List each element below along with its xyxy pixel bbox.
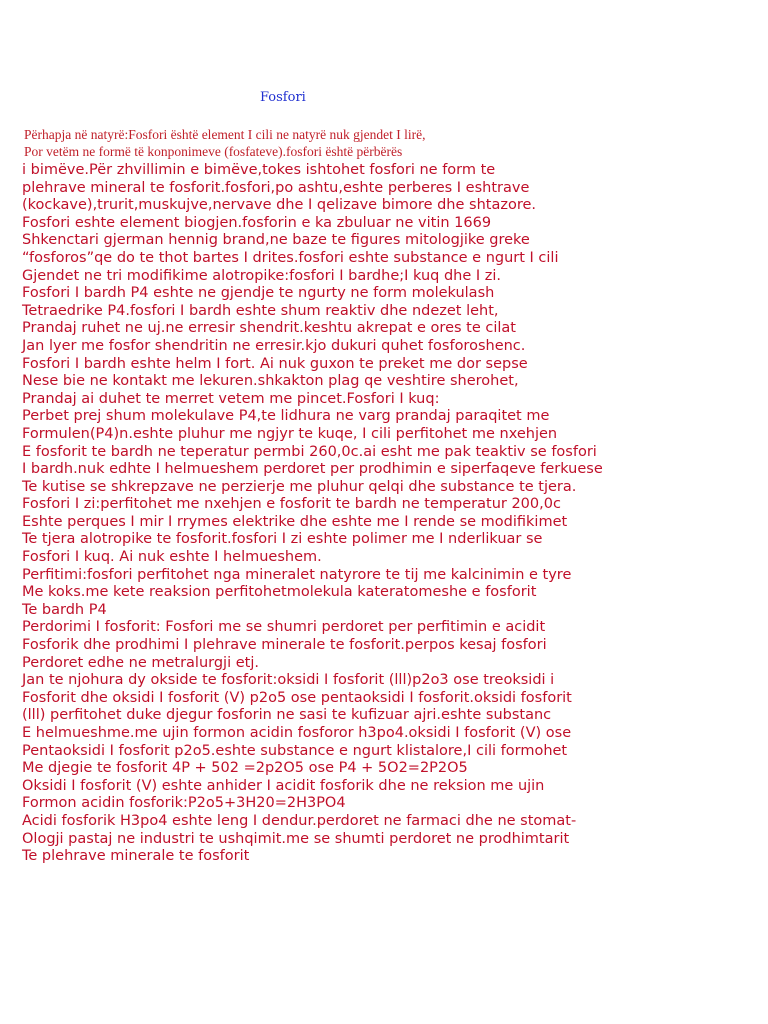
text-line: Te kutise se shkrepzave ne perzierje me pluhur qelqi dhe substance te tjera. [22,478,577,495]
text-line: Gjendet ne tri modifikime alotropike:fosfori I bardhe;I kuq dhe I zi. [22,267,502,284]
text-line: I bardh.nuk edhte I helmueshem perdoret per prodhimin e siperfaqeve ferkuese [22,461,603,478]
text-line: Formulen(P4)n.eshte pluhur me ngjyr te kuqe, I cili perfitohet me nxehjen [22,425,558,442]
text-line: Te bardh P4 [22,601,107,618]
text-line: Eshte perques I mir I rrymes elektrike dhe eshte me I rende se modifikimet [22,513,568,530]
text-line: Me koks.me kete reaksion perfitohetmolekula kateratomeshe e fosforit [22,584,537,601]
text-line: Perbet prej shum molekulave P4,te lidhura ne varg prandaj paraqitet me [22,408,550,425]
text-line: Oksidi I fosforit (V) eshte anhider I acidit fosforik dhe ne reksion me ujin [22,777,545,794]
text-line: Formon acidin fosforik:P2o5+3H20=2H3PO4 [22,795,346,812]
text-line: Jan lyer me fosfor shendritin ne erresir.kjo dukuri quhet fosforoshenc. [22,337,526,354]
text-line: plehrave mineral te fosforit.fosfori,po ashtu,eshte perberes I eshtrave [22,179,530,196]
text-line: (lll) perfitohet duke djegur fosforin ne sasi te kufizuar ajri.eshte substanc [22,707,552,724]
text-line: Ologji pastaj ne industri te ushqimit.me se shumti perdoret ne prodhimtarit [22,830,570,847]
text-line: Perdorimi I fosforit: Fosfori me se shumri perdoret per perfitimin e acidit [22,619,546,636]
page-title: Fosfori [260,90,306,105]
text-line: Prandaj ai duhet te merret vetem me pincet.Fosfori I kuq: [22,390,440,407]
text-line: Perfitimi:fosfori perfitohet nga mineralet natyrore te tij me kalcinimin e tyre [22,566,572,583]
text-line: Te tjera alotropike te fosforit.fosfori I zi eshte polimer me I nderlikuar se [22,531,543,548]
intro-line: Përhapja në natyrë:Fosfori është element I cili ne natyrë nuk gjendet I lirë, [24,127,426,142]
text-line: Prandaj ruhet ne uj.ne erresir shendrit.keshtu akrepat e ores te cilat [22,320,516,337]
text-line: Fosfori I bardh P4 eshte ne gjendje te ngurty ne form molekulash [22,285,495,302]
intro-paragraph [24,126,425,160]
text-line: Perdoret edhe ne metralurgji etj. [22,654,259,671]
body-paragraph [22,162,603,866]
text-line: Fosfori I bardh eshte helm I fort. Ai nuk guxon te preket me dor sepse [22,355,528,372]
text-line: Pentaoksidi I fosforit p2o5.eshte substance e ngurt klistalore,I cili formohet [22,742,568,759]
text-line: Fosfori eshte element biogjen.fosforin e ka zbuluar ne vitin 1669 [22,214,492,231]
text-line: Te plehrave minerale te fosforit [22,848,250,865]
text-line: Fosfori I kuq. Ai nuk eshte I helmueshem. [22,549,322,566]
text-line: Jan te njohura dy okside te fosforit:oksidi I fosforit (lll)p2o3 ose treoksidi i [22,672,555,689]
text-line: Tetraedrike P4.fosfori I bardh eshte shum reaktiv dhe ndezet leht, [22,302,499,319]
intro-line: Por vetëm ne formë të konponimeve (fosfateve).fosfori është përbërës [24,144,403,159]
text-line: (kockave),trurit,muskujve,nervave dhe I qelizave bimore dhe shtazore. [22,197,536,214]
text-line: Nese bie ne kontakt me lekuren.shkakton plag qe veshtire sherohet, [22,373,519,390]
text-line: i bimëve.Për zhvillimin e bimëve,tokes ishtohet fosfori ne form te [22,162,496,178]
text-line: E helmueshme.me ujin formon acidin fosforor h3po4.oksidi I fosforit (V) ose [22,725,572,741]
text-line: Fosforik dhe prodhimi I plehrave minerale te fosforit.perpos kesaj fosfori [22,637,547,654]
text-line: Shkenctari gjerman hennig brand,ne baze te figures mitologjike greke [22,232,530,249]
text-line: E fosforit te bardh ne teperatur permbi 260,0c.ai esht me pak teaktiv se fosfori [22,443,597,460]
text-line: “fosforos”qe do te thot bartes I drites.fosfori eshte substance e ngurt I cili [22,249,559,266]
text-line: Acidi fosforik H3po4 eshte leng I dendur.perdoret ne farmaci dhe ne stomat- [22,812,577,829]
text-line: Fosfori I zi:perfitohet me nxehjen e fosforit te bardh ne temperatur 200,0c [22,496,561,513]
text-line: Fosforit dhe oksidi I fosforit (V) p2o5 ose pentaoksidi I fosforit.oksidi fosforit [22,689,572,706]
text-line: Me djegie te fosforit 4P + 502 =2p2O5 ose P4 + 5O2=2P2O5 [22,760,468,777]
